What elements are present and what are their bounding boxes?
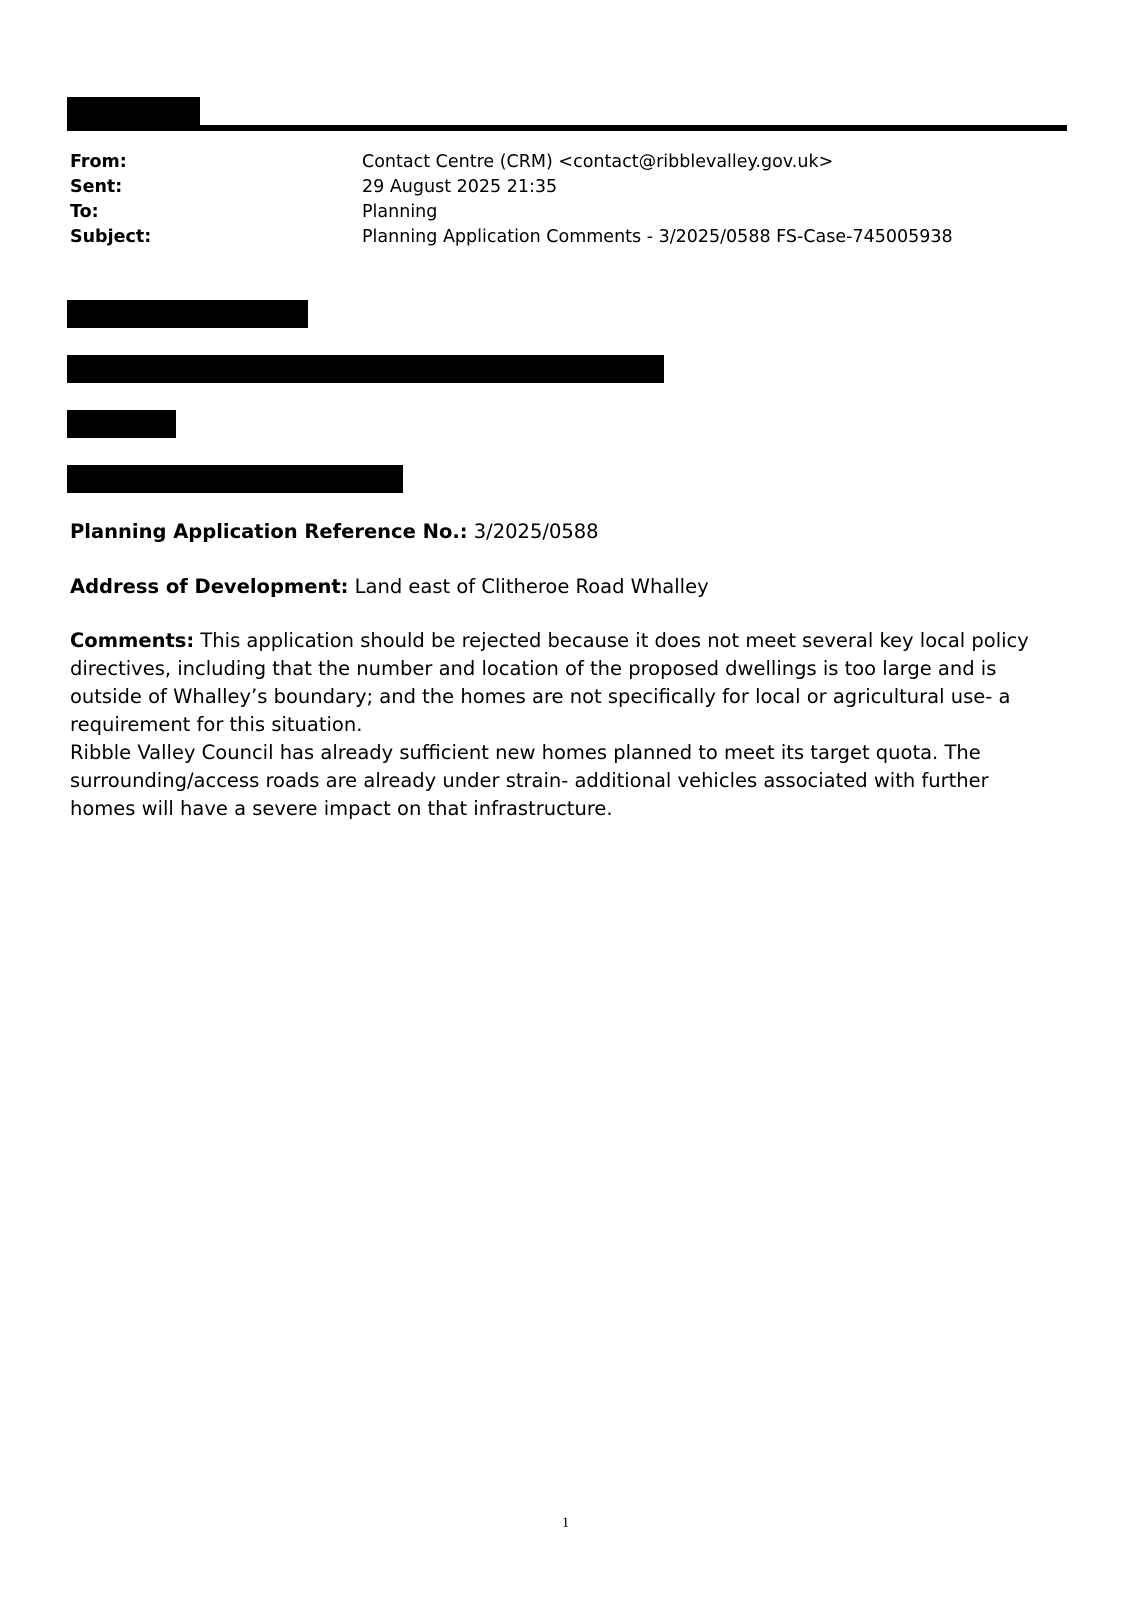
reference-label: Planning Application Reference No.: [70,520,468,543]
reference-line [70,518,1070,546]
address-label: Address of Development: [70,575,349,598]
to-row [70,200,1070,225]
sent-row [70,175,1070,200]
subject-row [70,225,1070,250]
comments-label: Comments: [70,629,195,652]
reference-value: 3/2025/0588 [473,520,599,543]
redaction-bar [67,410,176,438]
to-label: To: [70,202,99,222]
sent-value: 29 August 2025 21:35 [362,177,558,197]
from-label: From: [70,152,127,172]
subject-label: Subject: [70,227,152,247]
comments-text-1: This application should be rejected because it does not meet several key local policy directives, including that the number and location of the proposed dwellings is too large and is outside of Whalley’s boundary; and the homes are not specifically for local or agricultural use- a requirement for this situation. [70,629,1029,736]
page-number: 1 [561,1515,570,1531]
subject-value: Planning Application Comments - 3/2025/0588 FS-Case-745005938 [362,227,953,247]
comments-paragraph-1 [70,627,1060,739]
email-header [70,150,1070,250]
address-line [70,573,1070,601]
redaction-bar [67,355,664,383]
redaction-bar [67,300,308,328]
to-value: Planning [362,202,438,222]
from-row [70,150,1070,175]
comments-paragraph-2: Ribble Valley Council has already sufficient new homes planned to meet its target quota. The surrounding/access roads are already under strain- additional vehicles associated with further homes will have a severe impact on that infrastructure. [70,741,989,820]
redaction-bar [67,465,403,493]
comments-block [70,627,1060,823]
header-rule [67,125,1067,131]
header-redaction [67,97,200,127]
from-value: Contact Centre (CRM) <contact@ribblevalley.gov.uk> [362,152,834,172]
sent-label: Sent: [70,177,123,197]
address-value: Land east of Clitheroe Road Whalley [354,575,709,598]
